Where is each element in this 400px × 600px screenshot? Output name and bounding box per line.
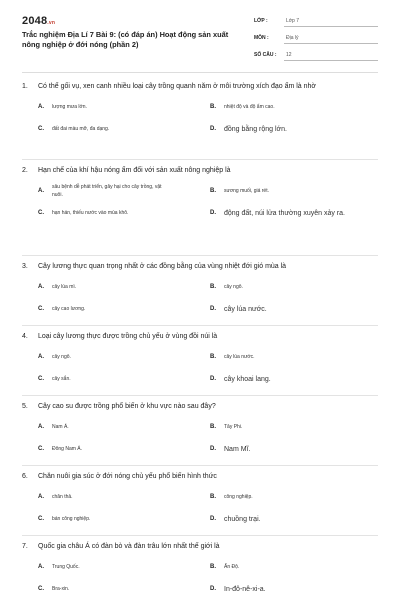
option-text: Ấn Độ. [224, 564, 240, 570]
option-b[interactable] [210, 98, 382, 116]
option-text: đất đai màu mỡ, đa dạng. [52, 126, 110, 132]
question-text [22, 472, 378, 482]
site-logo[interactable] [22, 15, 55, 27]
option-text: hạn hán, thiếu nước vào mùa khô. [52, 210, 129, 216]
question-text [22, 262, 378, 272]
option-text: Nam Á. [52, 424, 69, 430]
question-4 [22, 326, 378, 396]
option-text: cây lúa nước. [224, 354, 255, 360]
question-prompt: Quốc gia châu Á có đàn bò và đàn trâu lớn nhất thế giới là [38, 543, 220, 550]
option-text: Trung Quốc. [52, 564, 80, 570]
option-c[interactable] [38, 204, 210, 222]
option-b[interactable] [210, 558, 382, 576]
option-text: Bra-xin. [52, 586, 70, 592]
option-a[interactable] [38, 488, 210, 506]
option-b[interactable] [210, 488, 382, 506]
option-text: Đông Nam Á. [52, 446, 83, 452]
option-d[interactable] [210, 204, 382, 222]
option-text: cây ngô. [52, 354, 71, 360]
question-text [22, 542, 378, 552]
option-letter: D. [210, 376, 216, 382]
option-grid [38, 418, 378, 458]
option-b[interactable] [210, 182, 382, 200]
option-grid [38, 182, 378, 222]
option-letter: A. [38, 104, 44, 110]
option-text: cây cao lương. [52, 306, 86, 312]
option-letter: B. [210, 494, 216, 500]
question-text [22, 82, 378, 92]
header-divider [22, 72, 378, 73]
option-a[interactable] [38, 278, 210, 296]
logo-main-text: 2048 [22, 15, 48, 27]
option-letter: D. [210, 126, 216, 132]
meta-subject-row [254, 31, 378, 45]
option-text: nhiệt độ và độ ẩm cao. [224, 104, 275, 110]
option-letter: A. [38, 424, 44, 430]
meta-subject-label: MÔN : [254, 35, 269, 41]
meta-count-label: SỐ CÂU : [254, 52, 277, 58]
option-c[interactable] [38, 510, 210, 528]
option-text: chuồng trại. [224, 515, 261, 523]
question-1 [22, 80, 378, 160]
question-text [22, 166, 378, 176]
meta-class-row [254, 14, 378, 28]
question-number: 7. [22, 543, 28, 550]
option-d[interactable] [210, 300, 382, 318]
option-a[interactable] [38, 182, 210, 200]
option-letter: B. [210, 104, 216, 110]
option-c[interactable] [38, 440, 210, 458]
option-text: Nam Mĩ. [224, 445, 251, 453]
option-c[interactable] [38, 120, 210, 138]
question-number: 3. [22, 263, 28, 270]
option-letter: C. [38, 376, 44, 382]
option-letter: D. [210, 446, 216, 452]
question-2 [22, 160, 378, 256]
option-letter: A. [38, 284, 44, 290]
option-letter: C. [38, 586, 44, 592]
option-letter: D. [210, 210, 216, 216]
option-c[interactable] [38, 370, 210, 388]
option-text: In-đô-nê-xi-a. [224, 585, 266, 593]
option-d[interactable] [210, 510, 382, 528]
option-a[interactable] [38, 418, 210, 436]
question-5 [22, 396, 378, 466]
option-d[interactable] [210, 440, 382, 458]
option-text: đồng bằng rộng lớn. [224, 125, 287, 133]
option-text: lượng mưa lớn. [52, 104, 87, 110]
question-prompt: Hạn chế của khí hậu nóng ẩm đối với sản xuất nông nghiệp là [38, 167, 231, 174]
option-text: cây ngô. [224, 284, 243, 290]
question-number: 5. [22, 403, 28, 410]
option-text: Tây Phi. [224, 424, 243, 430]
option-letter: D. [210, 516, 216, 522]
option-letter: A. [38, 188, 44, 194]
option-text: cây sắn. [52, 376, 71, 382]
page-title: Trắc nghiệm Địa Lí 7 Bài 9: (có đáp án) Hoạt động sản xuất nông nghiệp ở đới nóng (phần 2) [22, 30, 229, 49]
option-c[interactable] [38, 580, 210, 598]
option-letter: C. [38, 516, 44, 522]
option-b[interactable] [210, 418, 382, 436]
option-grid [38, 488, 378, 528]
meta-class-label: LỚP : [254, 18, 268, 24]
option-grid [38, 558, 378, 598]
option-letter: B. [210, 564, 216, 570]
option-letter: A. [38, 494, 44, 500]
page-header [0, 0, 400, 72]
question-number: 4. [22, 333, 28, 340]
option-letter: C. [38, 126, 44, 132]
option-text: chăn thả. [52, 494, 73, 500]
option-letter: B. [210, 424, 216, 430]
option-grid [38, 278, 378, 318]
option-a[interactable] [38, 98, 210, 116]
question-6 [22, 466, 378, 536]
question-prompt: Cây lương thực quan trọng nhất ở các đồng bằng của vùng nhiệt đới gió mùa là [38, 263, 287, 270]
question-7 [22, 536, 378, 596]
option-grid [38, 98, 378, 138]
option-a[interactable] [38, 558, 210, 576]
question-prompt: Cây cao su được trồng phổ biến ở khu vực nào sau đây? [38, 403, 216, 410]
option-text: sâu bệnh dễ phát triển, gây hại cho cây trồng, vật nuôi. [52, 184, 162, 198]
option-c[interactable] [38, 300, 210, 318]
logo-suffix-text: .vn [47, 20, 56, 26]
option-text: sương muối, giá rét. [224, 188, 269, 194]
option-letter: D. [210, 306, 216, 312]
question-number: 2. [22, 167, 28, 174]
option-text: công nghiệp. [224, 494, 253, 500]
option-letter: C. [38, 446, 44, 452]
meta-count-row [254, 48, 378, 62]
meta-class-value: Lớp 7 [284, 15, 378, 27]
option-letter: C. [38, 210, 44, 216]
option-letter: D. [210, 586, 216, 592]
option-d[interactable] [210, 370, 382, 388]
option-letter: B. [210, 188, 216, 194]
quiz-meta [254, 14, 378, 65]
option-letter: B. [210, 354, 216, 360]
meta-subject-value: Địa lý [284, 32, 378, 44]
option-d[interactable] [210, 580, 382, 598]
option-b[interactable] [210, 348, 382, 366]
option-text: cây lúa nước. [224, 305, 267, 313]
option-text: bán công nghiệp. [52, 516, 91, 522]
question-prompt: Loại cây lương thực được trồng chủ yếu ở vùng đồi núi là [38, 333, 218, 340]
option-letter: B. [210, 284, 216, 290]
question-number: 1. [22, 83, 28, 90]
question-prompt: Chăn nuôi gia súc ở đới nóng chủ yếu phổ biến hình thức [38, 473, 217, 480]
option-text: động đất, núi lửa thường xuyên xảy ra. [224, 209, 345, 217]
question-text [22, 402, 378, 412]
option-a[interactable] [38, 348, 210, 366]
question-text [22, 332, 378, 342]
option-text: cây lúa mì. [52, 284, 77, 290]
question-list [22, 80, 378, 596]
option-letter: A. [38, 354, 44, 360]
option-letter: C. [38, 306, 44, 312]
option-d[interactable] [210, 120, 382, 138]
question-3 [22, 256, 378, 326]
question-number: 6. [22, 473, 28, 480]
option-grid [38, 348, 378, 388]
option-b[interactable] [210, 278, 382, 296]
meta-count-value: 12 [284, 49, 378, 61]
option-text: cây khoai lang. [224, 375, 271, 383]
question-prompt: Có thể gối vụ, xen canh nhiều loại cây trồng quanh năm ở môi trường xích đạo ẩm là nhờ [38, 83, 317, 90]
option-letter: A. [38, 564, 44, 570]
